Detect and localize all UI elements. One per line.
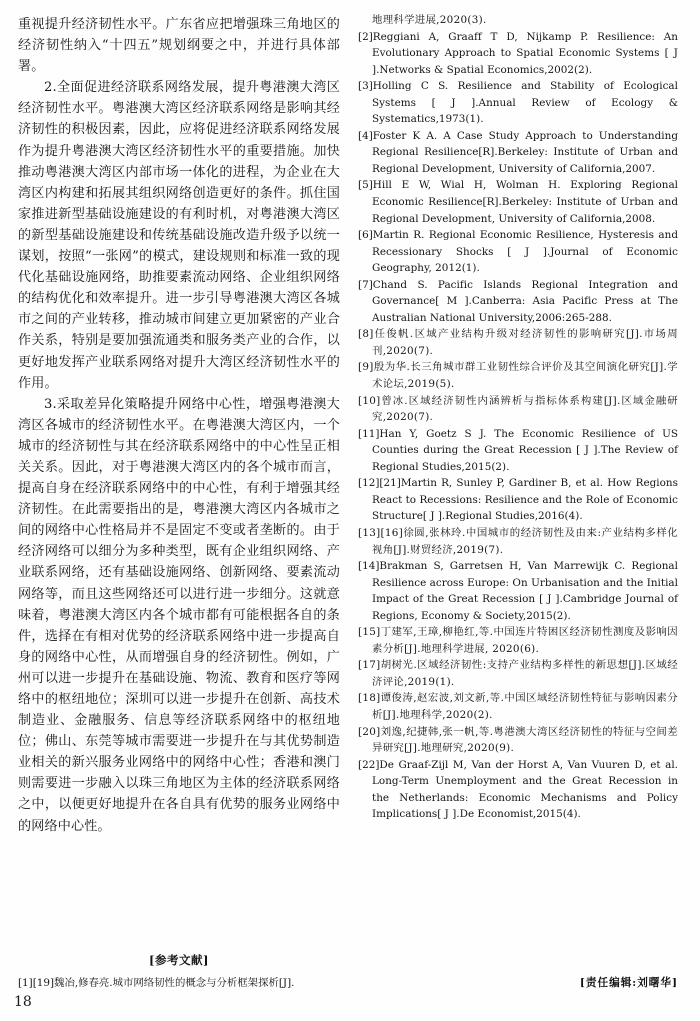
reference-item-6: [6]Martin R. Regional Economic Resilience, Hysteresis and Recessionary Shocks [ J ].Journal of Economic Geography, 2012(1). bbox=[358, 229, 678, 275]
reference-item-10: [10]曾冰.区域经济韧性内涵辨析与指标体系构建[J].区域金融研究,2020(7). bbox=[358, 394, 678, 424]
responsible-editor-credit: [责任编辑:刘曙华] bbox=[579, 977, 678, 989]
reference-item-9: [9]殷为华.长三角城市群工业韧性综合评价及其空间演化研究[J].学术论坛,2019(5). bbox=[358, 361, 678, 391]
reference-item-14: [14]Brakman S, Garretsen H, Van Marrewijk C. Regional Resilience across Europe: On Urbanisation and the Initial Impact of the Great Recession [ J ].Cambridge Journal of Regions, Economy & Society,2015(2). bbox=[358, 560, 678, 622]
reference-item-18: [18]谭俊涛,赵宏波,刘文新,等.中国区域经济韧性特征与影响因素分析[J].地理科学,2020(2). bbox=[358, 692, 678, 721]
reference-item-5: [5]Hill E W, Wial H, Wolman H. Exploring Regional Economic Resilience[R].Berkeley: Institute of Urban and Regional Development, University of California,2008. bbox=[358, 179, 678, 225]
reference-item-15: [15]丁建军,王璋,柳艳红,等.中国连片特困区经济韧性测度及影响因素分析[J].地理科学进展, 2020(6). bbox=[358, 626, 678, 655]
page-number: 18 bbox=[14, 994, 32, 1010]
reference-item-11: [11]Han Y, Goetz S J. The Economic Resilience of US Counties during the Great Recession [ J ].The Review of Regional Studies,2015(2). bbox=[358, 427, 678, 473]
reference-item-1-continuation: 地理科学进展,2020(3). bbox=[372, 14, 487, 26]
reference-item-13: [13][16]徐圆,张林玲.中国城市的经济韧性及由来:产业结构多样化视角[J].财贸经济,2019(7). bbox=[358, 526, 678, 556]
paragraph-point-3: 3.采取差异化策略提升网络中心性，增强粤港澳大湾区各城市的经济韧性水平。在粤港澳大湾区内，一个城市的经济韧性与其在经济联系网络中的中心性呈正相关关系。因此，对于粤港澳大湾区内的各个城市而言，提高自身在经济联系网络中的中心性，有利于增强其经济韧性。在此需要指出的是，粤港澳大湾区内各城市之间的网络中心性格局并不是固定不变或者垄断的。由于经济网络可以细分为多种类型，既有企业组织网络、产业联系网络，还有基础设施网络、创新网络、要素流动网络等，而且这些网络还可以进行进一步细分。这就意味着，粤港澳大湾区内各个城市都有可能根据各自的条件，选择在有相对优势的经济联系网络中进一步提高自身的网络中心性，从而增强自身的经济韧性。例如，广州可以进一步提升在基础设施、物流、教育和医疗等网络中的枢纽地位；深圳可以进一步提升在创新、高技术制造业、金融服务、信息等经济联系网络中的枢纽地位；佛山、东莞等城市需要进一步提升在与其优势制造业相关的新兴服务业网络中的网络中心性；香港和澳门则需要进一步融入以珠三角地区为主体的经济联系网络之中，以便更好地提升在各自具有优势的服务业网络中的网络中心性。 bbox=[18, 396, 340, 834]
reference-item-22: [22]De Graaf-Zijl M, Van der Horst A, Van Vuuren D, et al. Long-Term Unemployment and the Great Recession in the Netherlands: Economic Mechanisms and Policy Implications[ J ].De Economist,2015(4). bbox=[358, 758, 678, 821]
reference-item-8: [8]任俊帆.区域产业结构升级对经济韧性的影响研究[J].市场周刊,2020(7). bbox=[358, 328, 678, 357]
reference-item-4: [4]Foster K A. A Case Study Approach to Understanding Regional Resilience[R].Berkeley: Institute of Urban and Regional Development, University of California,2007. bbox=[358, 129, 678, 175]
reference-item-20: [20]刘逸,纪捷韩,张一帆,等.粤港澳大湾区经济韧性的特征与空间差异研究[J].地理研究,2020(9). bbox=[358, 725, 678, 755]
paragraph-continued: 重视提升经济韧性水平。广东省应把增强珠三角地区的经济韧性纳入“十四五”规划纲要之中，并进行具体部署。 bbox=[18, 17, 340, 75]
left-column-body-text bbox=[18, 14, 340, 837]
reference-item-7: [7]Chand S. Pacific Islands Regional Integration and Governance[ M ].Canberra: Asia Pacific Press at The Australian National University,2006:265-288. bbox=[358, 278, 678, 324]
paragraph-point-2: 2.全面促进经济联系网络发展，提升粤港澳大湾区经济韧性水平。粤港澳大湾区经济联系网络是影响其经济韧性的积极因素，因此，应将促进经济联系网络发展作为提升粤港澳大湾区经济韧性水平的重要措施。加快推动粤港澳大湾区内部市场一体化的进程，为企业在大湾区内构建和拓展其组织网络创造更好的条件。抓住国家推进新型基础设施建设的有利时机，对粤港澳大湾区的新型基础设施建设和传统基础设施改造升级予以统一谋划，按照“一张网”的模式，建设规则和标准一致的现代化基础设施网络，助推要素流动网络、企业组织网络的结构优化和效率提升。进一步引导粤港澳大湾区各城市之间的产业转移，推动城市间建立更加紧密的产业合作关系，特别是要加强流通类和服务类产业的合作，以更好地发挥产业联系网络对提升大湾区经济韧性水平的作用。 bbox=[18, 80, 340, 391]
references-heading: [参考文献] bbox=[149, 953, 209, 967]
reference-item-2: [2]Reggiani A, Graaff T D, Nijkamp P. Resilience: An Evolutionary Approach to Spatial Economic Systems [ J ].Networks & Spatial Economics,2002(2). bbox=[358, 30, 678, 76]
reference-item-3: [3]Holling C S. Resilience and Stability of Ecological Systems [ J ].Annual Review of Ecology & Systematics,1973(1). bbox=[358, 80, 678, 126]
right-column-reference-list bbox=[358, 12, 678, 823]
reference-item-12: [12][21]Martin R, Sunley P, Gardiner B, et al. How Regions React to Recessions: Resilience and the Role of Economic Structure[ J ].Regional Studies,2016(4). bbox=[358, 477, 678, 523]
reference-item-1: [1][19]魏冶,修春亮.城市网络韧性的概念与分析框架探析[J]. bbox=[18, 977, 295, 989]
reference-item-17: [17]胡树光.区域经济韧性:支持产业结构多样性的新思想[J].区域经济评论,2019(1). bbox=[358, 659, 678, 688]
